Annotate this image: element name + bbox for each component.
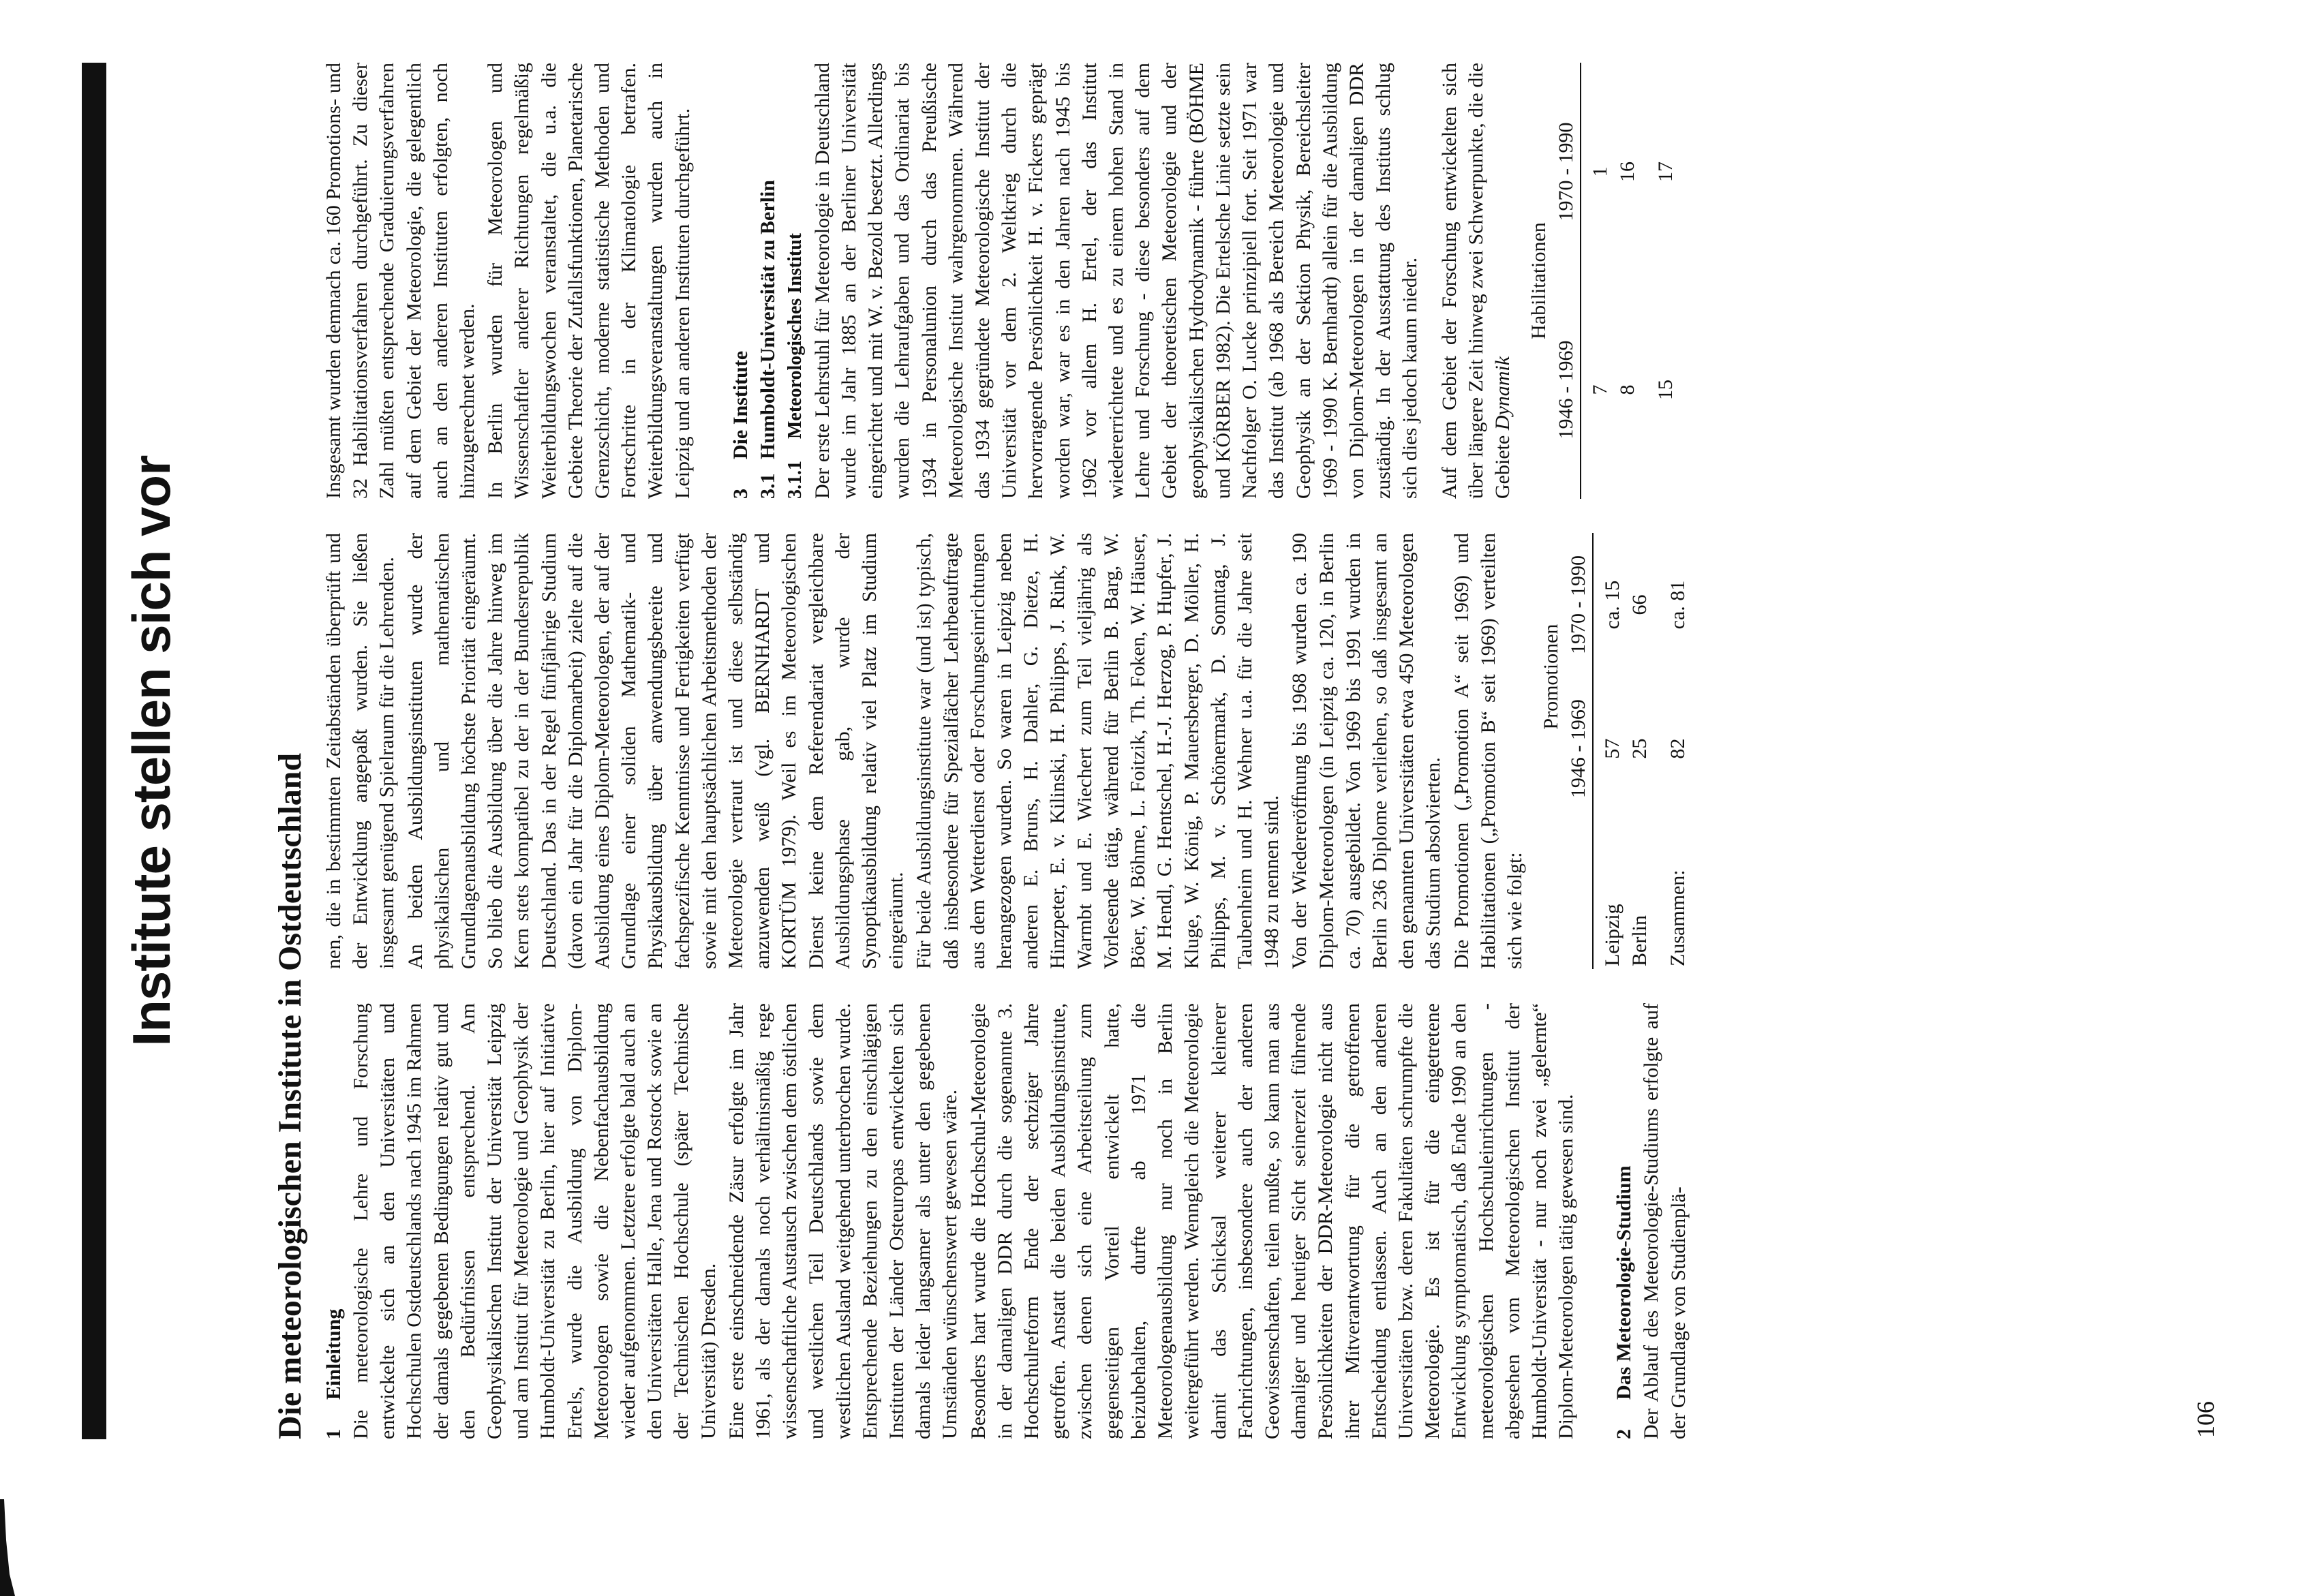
row-label: Leipzig [1601,904,1624,966]
table-title: Promotionen [1540,624,1563,730]
paragraph [1436,63,1517,499]
heading-studium [1611,1003,1638,1439]
table-cell: ca. 81 [1666,580,1690,630]
table-cell: 1 [1589,166,1612,177]
table-title: Habilitationen [1527,222,1551,339]
paragraph: Eine erste einschneidende Zäsur erfolgte im Jahr 1961, als der damals noch verhältnismäßig rege wissenschaftliche Austausch zwischen dem östlichen und westlichen Teil Deutschlands sowie dem westlichen Ausland weitgehend unterbrochen wurde. Entsprechende Beziehungen zu den einschlägigen Instituten der Länder Osteuropas entwickelten sich damals leider langsamer als unter den gegebenen Umständen wünschenswert gewesen wäre. [725,1003,962,1439]
table-cell: 16 [1616,162,1639,182]
table-total-row [1641,63,1679,499]
table-column-header: 1946 - 1969 [1555,340,1578,440]
table-cell: 15 [1654,380,1677,400]
table-cell: ca. 15 [1601,580,1624,630]
table-column-header: 1970 - 1990 [1567,555,1590,655]
table-cell: 25 [1628,738,1651,759]
table-row [1599,533,1626,969]
heading-text: Die Institute [729,350,752,459]
heading-text: Humboldt-Universität zu Berlin [756,180,779,459]
column-3 [320,63,1679,499]
paragraph: nen, die in bestimmten Zeitabständen überprüft und der Entwicklung angepaßt wurden. Sie ließen insgesamt genügend Spielraum für die Lehrenden. [322,533,399,969]
heading-number: 1 [322,1429,345,1439]
article-title: Die meteorologischen Institute in Ostdeutschland [272,752,308,1439]
paragraph-text: Auf dem Gebiet der Forschung entwickelten sich über längere Zeit hinweg zwei Schwerpunkte, die die Gebiete [1437,63,1514,499]
paragraph-italic-text: Dynamik [1491,356,1514,431]
row-label: Zusammen: [1666,870,1690,966]
heading-meteorologisches-institut [782,63,809,499]
table-row [1626,533,1654,969]
promotionen-table [1538,533,1692,969]
column-1 [320,1003,1692,1439]
table-column-header: 1946 - 1969 [1567,699,1590,799]
paragraph: Für beide Ausbildungsinstitute war (und ist) typisch, daß insbesondere für Spezialfächer Lehrbeauftragte aus dem Wetterdienst oder Forschungseinrichtungen herangezogen wurden. So waren in Leipzig neben anderen E. Bruns, H. Dahler, G. Dietze, H. Hinzpeter, E. v. Kilinski, H. Philipps, J. Rink, W. Warmbt und E. Wiechert zum Teil vieljährig als Vorlesende tätig, während für Berlin B. Barg, W. Böer, W. Böhme, L. Foitzik, Th. Foken, W. Häuser, M. Hendl, G. Hentschel, H.-J. Herzog, P. Hupfer, J. Kluge, W. König, P. Mauersberger, D. Möller, H. Philipps, M. v. Schönermark, D. Sonntag, J. Taubenheim und H. Wehner u.a. für die Jahre seit 1948 zu nennen sind. [913,533,1283,969]
table-cell: 57 [1601,738,1624,759]
table-cell: 7 [1589,384,1612,395]
paragraph: Der erste Lehrstuhl für Meteorologie in Deutschland wurde im Jahr 1885 an der Berliner Universität eingerichtet und mit W. v. Bezold besetzt. Allerdings wurden die Lehraufgaben und das Ordinariat bis 1934 in Personalunion durch das Preußische Meteorologische Institut wahrgenommen. Während das 1934 gegründete Meteorologische Institut der Universität vor dem 2. Weltkrieg durch die hervorragende Persönlichkeit H. v. Fickers geprägt worden war, war es in den Jahren nach 1945 bis 1962 vor allem H. Ertel, der das Institut wiedererrichtete und es zu einem hohen Stand in Lehre und Forschung - diese besonders auf dem Gebiet der theoretischen Meteorologie und der geophysikalischen Hydrodynamik - führte (BÖHME und KÖRBER 1982). Die Ertelsche Linie setzte sein Nachfolger O. Lucke prinzipiell fort. Seit 1971 war das Institut (ab 1968 als Bereich Meteorologie und Geophysik an der Sektion Physik, Bereichsleiter 1969 - 1990 K. Bernhardt) allein für die Ausbildung von Diplom-Meteorologen in der damaligen DDR zuständig. In der Ausstattung des Instituts schlug sich dies jedoch kaum nieder. [810,63,1422,499]
table-cell: 17 [1654,162,1677,182]
page-number: 106 [2192,1401,2219,1438]
habilitationen-table [1525,63,1679,499]
paragraph: Besonders hart wurde die Hochschul-Meteorologie in der damaligen DDR durch die sogenannte 3. Hochschulreform Ende der sechziger Jahre getroffen. Anstatt die beiden Ausbildungsinstitute, zwischen denen sich eine Arbeitsteilung zum gegenseitigen Vorteil entwickelt hatte, beizubehalten, durfte ab 1971 die Meteorologenausbildung nur noch in Berlin weitergeführt werden. Wenngleich die Meteorologie damit das Schicksal weiterer kleinerer Fachrichtungen, insbesondere auch der anderen Geowissenschaften, teilen mußte, so kann man aus damaliger und heutiger Sicht seinerzeit führende Persönlichkeiten der DDR-Meteorologie nicht aus ihrer Mitverantwortung für die getroffenen Entscheidung entlassen. Auch an den anderen Universitäten bzw. deren Fakultäten schrumpfte die Meteorologie. Es ist für die eingetretene Entwicklung symptomatisch, daß Ende 1990 an den meteorologischen Hochschuleinrichtungen - abgesehen vom Meteorologischen Institut der Humboldt-Universität - nur noch zwei „gelernte“ Diplom-Meteorologen tätig gewesen sind. [966,1003,1578,1439]
heading-number: 3.1 [756,473,779,499]
paragraph: Von der Wiedereröffnung bis 1968 wurden ca. 190 Diplom-Meteorologen (in Leipzig ca. 120, in Berlin ca. 70) ausgebildet. Von 1969 bis 1991 wurden in Berlin 236 Diplome verliehen, so daß insgesamt an den genannten Universitäten etwa 450 Meteorologen das Studium absolvierten. [1288,533,1445,969]
heading-humboldt [755,63,782,499]
table-cell: 8 [1616,384,1639,395]
section-title: Institute stellen sich vor [121,455,181,1047]
table-row [1614,63,1641,499]
paragraph: An beiden Ausbildungsinstituten wurde der physikalischen und mathematischen Grundlagenausbildung höchste Priorität eingeräumt. So blieb die Ausbildung über die Jahre hinweg im Kern stets kompatibel zu der in der Bundesrepublik Deutschland. Das in der Regel fünfjährige Studium (davon ein Jahr für die Diplomarbeit) zielte auf die Ausbildung eines Diplom-Meteorologen, der auf der Grundlage einer soliden Mathematik- und Physikausbildung über anwendungsbereite und fachspezifische Kenntnisse und Fertigkeiten verfügt sowie mit den hauptsächlichen Arbeitsmethoden der Meteorologie vertraut ist und diese selbständig anzuwenden weiß (vgl. BERNHARDT und KORTÜM 1979). Weil es im Meteorologischen Dienst keine dem Referendariat vergleichbare Ausbildungsphase gab, wurde der Synoptikausbildung relativ viel Platz im Studium eingeräumt. [403,533,908,969]
heading-text: Meteorologisches Institut [784,233,806,439]
table-row [1587,63,1614,499]
heading-text: Einleitung [322,1308,345,1400]
table-column-header: 1970 - 1990 [1555,122,1578,221]
table-total-row [1654,533,1692,969]
paragraph: Die Promotionen („Promotion A“ seit 1969) und Habilitationen („Promotion B“ seit 1969) verteilten sich wie folgt: [1450,533,1526,969]
table-cell: 66 [1628,594,1651,615]
paragraph: Die meteorologische Lehre und Forschung entwickelte sich an den Universitäten und Hochschulen Ostdeutschlands nach 1945 im Rahmen der damals gegebenen Bedingungen relativ gut und den Bedürfnissen entsprechend. Am Geophysikalischen Institut der Universität Leipzig und am Institut für Meteorologie und Geophysik der Humboldt-Universität zu Berlin, hier auf Initiative Ertels, wurde die Ausbildung von Diplom-Meteorologen sowie die Nebenfachausbildung wieder aufgenommen. Letztere erfolgte bald auch an den Universitäten Halle, Jena und Rostock sowie an der Technischen Hochschule (später Technische Universität) Dresden. [350,1003,720,1439]
paragraph: Der Ablauf des Meteorologie-Studiums erfolgte auf der Grundlage von Studienplä- [1640,1003,1690,1439]
heading-number: 3 [729,489,752,499]
heading-institute [727,63,755,499]
table-cell: 82 [1666,738,1690,759]
heading-einleitung [320,1003,348,1439]
row-label: Berlin [1628,915,1651,966]
paragraph: Insgesamt wurden demnach ca. 160 Promotions- und 32 Habilitationsverfahren durchgeführt. Zu dieser Zahl müßten entsprechende Graduierungsverfahren auf dem Gebiet der Meteorologie, die gelegentlich auch an den anderen Instituten erfolgten, noch hinzugerechnet werden. [322,63,479,499]
heading-text: Das Meteorologie-Studium [1613,1165,1636,1400]
header-rule [82,63,106,1439]
column-2 [320,533,1692,969]
paragraph: In Berlin wurden für Meteorologen und Wissenschaftler anderer Richtungen regelmäßig Weiterbildungswochen veranstaltet, die u.a. die Gebiete Theorie der Zufallsfunktionen, Planetarische Grenzschicht, moderne statistische Methoden und Fortschritte in der Klimatologie betrafen. Weiterbildungsveranstaltungen wurden auch in Leipzig und an anderen Instituten durchgeführt. [484,63,694,499]
heading-number: 3.1.1 [784,461,806,499]
heading-number: 2 [1613,1429,1636,1439]
